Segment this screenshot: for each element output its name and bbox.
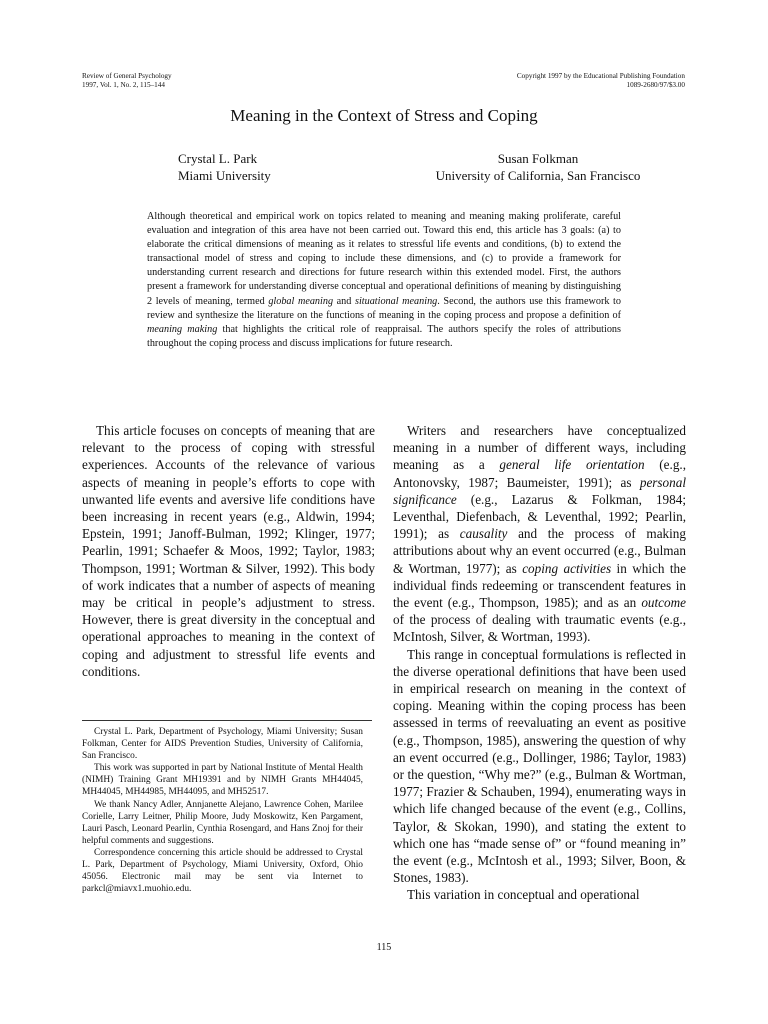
- body-text: (e.g., Lazarus & Folkman, 1984; Leventhal, Diefenbach, & Leventhal, 1992; Pearlin, 1991); as: [393, 491, 686, 542]
- left-column: [82, 422, 375, 680]
- journal-name: Review of General Psychology: [82, 72, 172, 80]
- author-block-1: [178, 150, 271, 184]
- body-term: outcome: [641, 595, 686, 611]
- footnotes: [82, 726, 363, 895]
- body-text: and the process of making attributions about why an event occurred (e.g., Bulman & Wortman, 1977); as: [393, 526, 686, 576]
- author-name: Susan Folkman: [497, 151, 579, 166]
- running-header-right: [517, 72, 685, 90]
- body-paragraph: This variation in conceptual and operational: [407, 887, 640, 903]
- footnote: We thank Nancy Adler, Annjanette Alejano, Lawrence Cohen, Marilee Corielle, Larry Leitner, Philip Moore, Judy Moskowitz, Ken Pargament, Lauri Pasch, Leonard Pearlin, Cynthia Rosengard, and Hans Znoj for their helpful comments and suggestions.: [82, 799, 363, 846]
- author-block-2: [430, 150, 646, 184]
- author-affiliation: University of California, San Francisco: [435, 168, 641, 183]
- abstract-term: meaning making: [147, 323, 218, 335]
- body-text: (e.g., Antonovsky, 1987; Baumeister, 1991); as: [393, 457, 687, 490]
- right-column: [393, 422, 686, 904]
- footnote: Crystal L. Park, Department of Psychology, Miami University; Susan Folkman, Center for AIDS Prevention Studies, University of California, San Francisco.: [82, 727, 363, 762]
- body-text: of the process of dealing with traumatic events (e.g., McIntosh, Silver, & Wortman, 1993).: [393, 612, 686, 645]
- abstract-text: . Second, the authors use this framework to review and synthesize the literature on the functions of meaning in the coping process and propose a definition of: [147, 295, 621, 321]
- body-term: coping activities: [522, 560, 612, 576]
- abstract-term: situational meaning: [354, 295, 438, 307]
- footnote: Correspondence concerning this article should be addressed to Crystal L. Park, Department of Psychology, Miami University, Oxford, Ohio 45056. Electronic mail may be sent via Internet to parkcl@miavx1.muohio.edu.: [82, 847, 363, 895]
- abstract-text: Although theoretical and empirical work on topics related to meaning and meaning making proliferate, careful evaluation and integration of this area have not been carried out. Toward this end, this article has 3 goals: (a) to elaborate the critical dimensions of meaning as it relates to stressful life events and conditions, (b) to extend the transactional model of stress and coping to include these dimensions, and (c) to provide a framework for understanding current research and directions for future research within this extended model. First, the authors present a framework for understanding diverse conceptual and operational definitions of meaning by distinguishing 2 levels of meaning, termed: [147, 211, 621, 307]
- abstract: [147, 210, 621, 351]
- body-term: personal significance: [393, 474, 686, 507]
- footnote: This work was supported in part by National Institute of Mental Health (NIMH) Training Grant MH19391 and by NIMH Grants MH44045, MH44045, MH44985, MH44095, and MH52517.: [82, 763, 363, 798]
- price-code: 1089-2680/97/$3.00: [626, 81, 685, 89]
- journal-volume: 1997, Vol. 1, No. 2, 115–144: [82, 81, 165, 89]
- author-affiliation: Miami University: [178, 168, 271, 183]
- body-paragraph: [393, 422, 686, 646]
- article-title: Meaning in the Context of Stress and Coping: [230, 106, 538, 125]
- running-header-left: [82, 72, 172, 90]
- body-paragraph: This article focuses on concepts of meaning that are relevant to the process of coping with stressful experiences. Accounts of the relevance of various aspects of meaning in people’s efforts to cope with unwanted life events and aversive life conditions have been increasing in recent years (e.g., Aldwin, 1994; Epstein, 1991; Janoff-Bulman, 1992; Klinger, 1977; Pearlin, 1991; Schaefer & Moos, 1992; Taylor, 1983; Thompson, 1991; Wortman & Silver, 1992). This body of work indicates that a number of aspects of meaning may be critical in people’s adjustment to stress. However, there is great diversity in the conceptual and operational approaches to meaning in the context of coping and adjustment to stressful life events and conditions.: [82, 423, 375, 679]
- body-text: Writers and researchers have conceptualized meaning in a number of different ways, including meaning as a: [393, 423, 686, 473]
- abstract-term: global meaning: [268, 295, 334, 307]
- footnote-rule: [82, 720, 372, 721]
- body-term: general life orientation: [499, 457, 645, 473]
- abstract-text: and: [333, 295, 355, 307]
- page-number: 115: [376, 942, 392, 953]
- copyright-line: Copyright 1997 by the Educational Publishing Foundation: [516, 72, 685, 80]
- author-name: Crystal L. Park: [178, 151, 258, 166]
- body-text: in which the individual finds redeeming or transcendent features in the event (e.g., Thompson, 1985); and as an: [393, 560, 686, 611]
- abstract-text: that highlights the critical role of reappraisal. The authors specify the roles of attributions throughout the coping process and discuss implications for future research.: [147, 323, 621, 349]
- body-term: causality: [459, 526, 508, 542]
- body-paragraph: This range in conceptual formulations is reflected in the diverse operational definitions that have been used in empirical research on meaning in the context of coping. Meaning within the coping process has been assessed in terms of reevaluating an event as positive (e.g., Thompson, 1985), answering the question of why an event occurred (e.g., Dollinger, 1986; Taylor, 1983) or the question, “Why me?” (e.g., Bulman & Wortman, 1977; Frazier & Schauben, 1994), enumerating ways in which life changed because of the event (e.g., Collins, Taylor, & Skokan, 1990), and stating the extent to which one has “made sense of” or “found meaning in” the event (e.g., McIntosh et al., 1993; Silver, Boon, & Stones, 1983).: [393, 646, 686, 886]
